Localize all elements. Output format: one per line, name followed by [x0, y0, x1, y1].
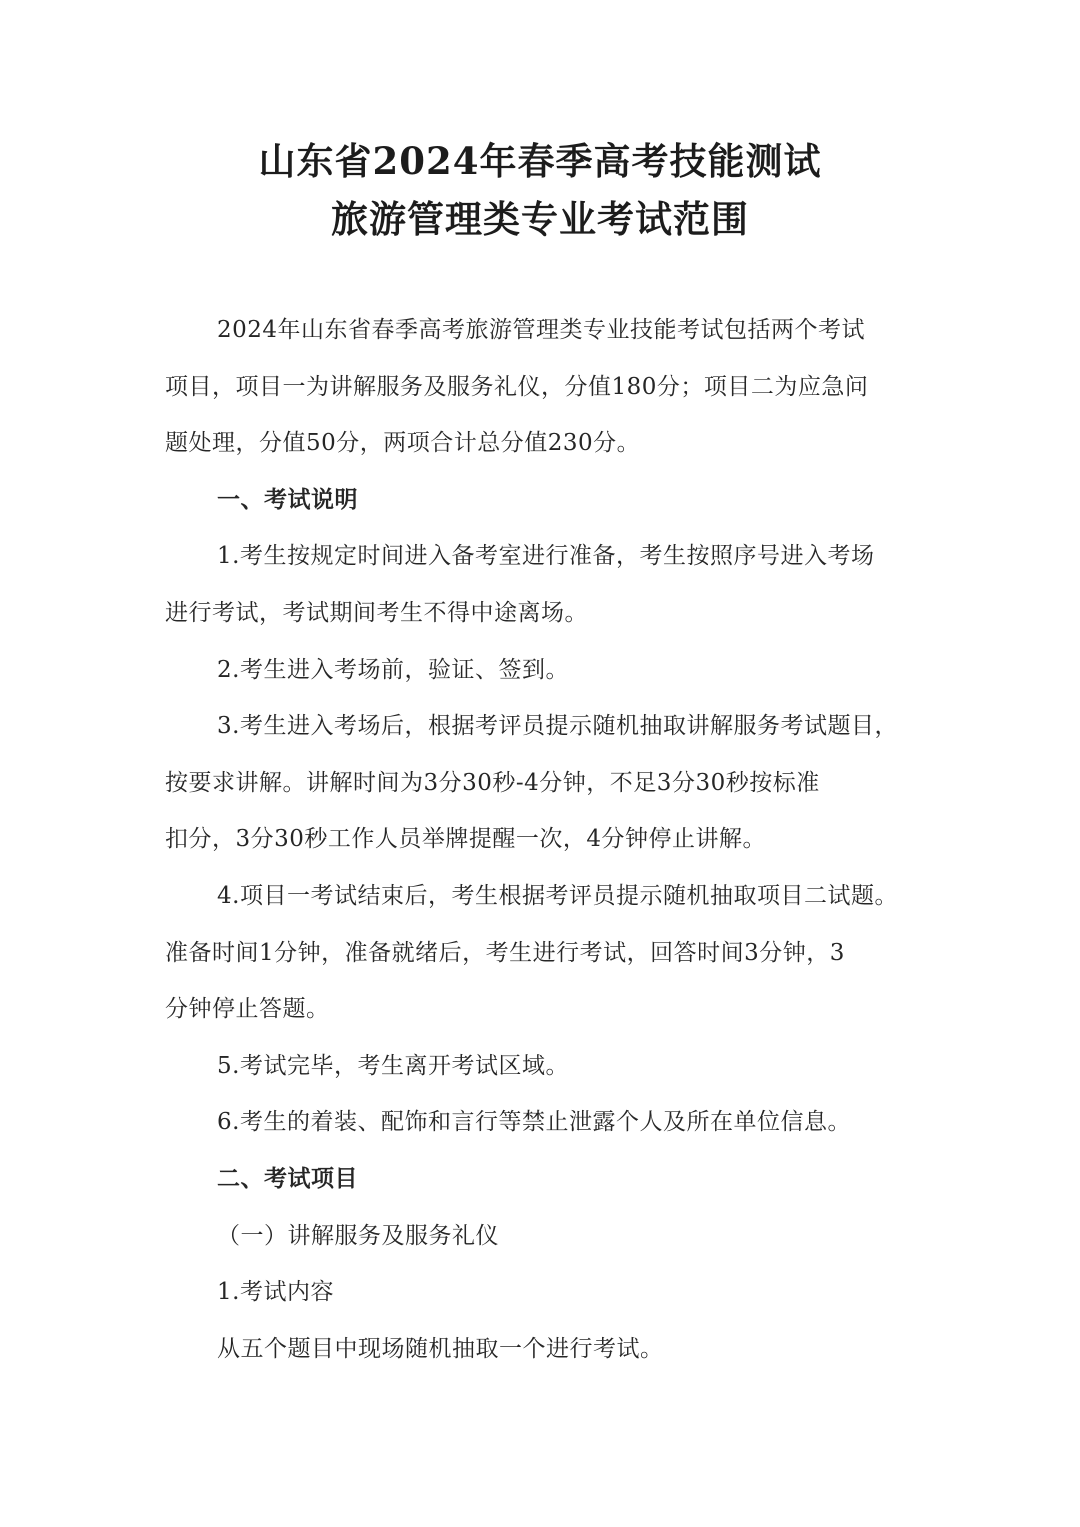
item3-line-1: 3.考生进入考场后，根据考评员提示随机抽取讲解服务考试题目，: [217, 713, 898, 740]
item4-line-2: 准备时间1分钟，准备就绪后，考生进行考试，回答时间3分钟，3: [165, 939, 845, 966]
intro-paragraph: [165, 302, 935, 472]
instruction-item-3: [165, 698, 935, 868]
item1-line-2: 进行考试，考试期间考生不得中途离场。: [165, 599, 588, 626]
section-heading-exam-items: 二、考试项目: [217, 1164, 358, 1192]
item4-line-3: 分钟停止答题。: [165, 996, 330, 1023]
intro-line-2: 项目，项目一为讲解服务及服务礼仪，分值180分；项目二为应急问: [165, 373, 869, 400]
item5-line-1: 5.考试完毕，考生离开考试区域。: [217, 1052, 569, 1079]
item3-line-2: 按要求讲解。讲解时间为3分30秒-4分钟，不足3分30秒按标准: [165, 769, 820, 796]
title-line-2: 旅游管理类专业考试范围: [331, 197, 749, 241]
instruction-item-6: [165, 1094, 935, 1151]
document-body: [165, 302, 935, 1377]
instruction-item-1: [165, 528, 935, 641]
item3-line-3: 扣分，3分30秒工作人员举牌提醒一次，4分钟停止讲解。: [165, 826, 767, 853]
instruction-item-2: [165, 642, 935, 699]
instruction-item-5: [165, 1038, 935, 1095]
instruction-item-4: [165, 868, 935, 1038]
item4-line-1: 4.项目一考试结束后，考生根据考评员提示随机抽取项目二试题。: [217, 882, 898, 909]
subsection-heading-narration-service: （一）讲解服务及服务礼仪: [217, 1222, 499, 1249]
intro-line-1: 2024年山东省春季高考旅游管理类专业技能考试包括两个考试: [217, 317, 866, 343]
section-heading-exam-instructions: 一、考试说明: [217, 485, 358, 513]
item6-line-1: 6.考生的着装、配饰和言行等禁止泄露个人及所在单位信息。: [217, 1109, 851, 1136]
title-line-1: 山东省2024年春季高考技能测试: [258, 139, 822, 183]
document-title: [0, 132, 1080, 248]
item1-line-1: 1.考生按规定时间进入备考室进行准备，考生按照序号进入考场: [217, 543, 875, 570]
content-text: 从五个题目中现场随机抽取一个进行考试。: [217, 1335, 664, 1362]
intro-line-3: 题处理，分值50分，两项合计总分值230分。: [165, 430, 641, 457]
content-heading: 1.考试内容: [217, 1279, 334, 1306]
item2-line-1: 2.考生进入考场前，验证、签到。: [217, 656, 569, 683]
